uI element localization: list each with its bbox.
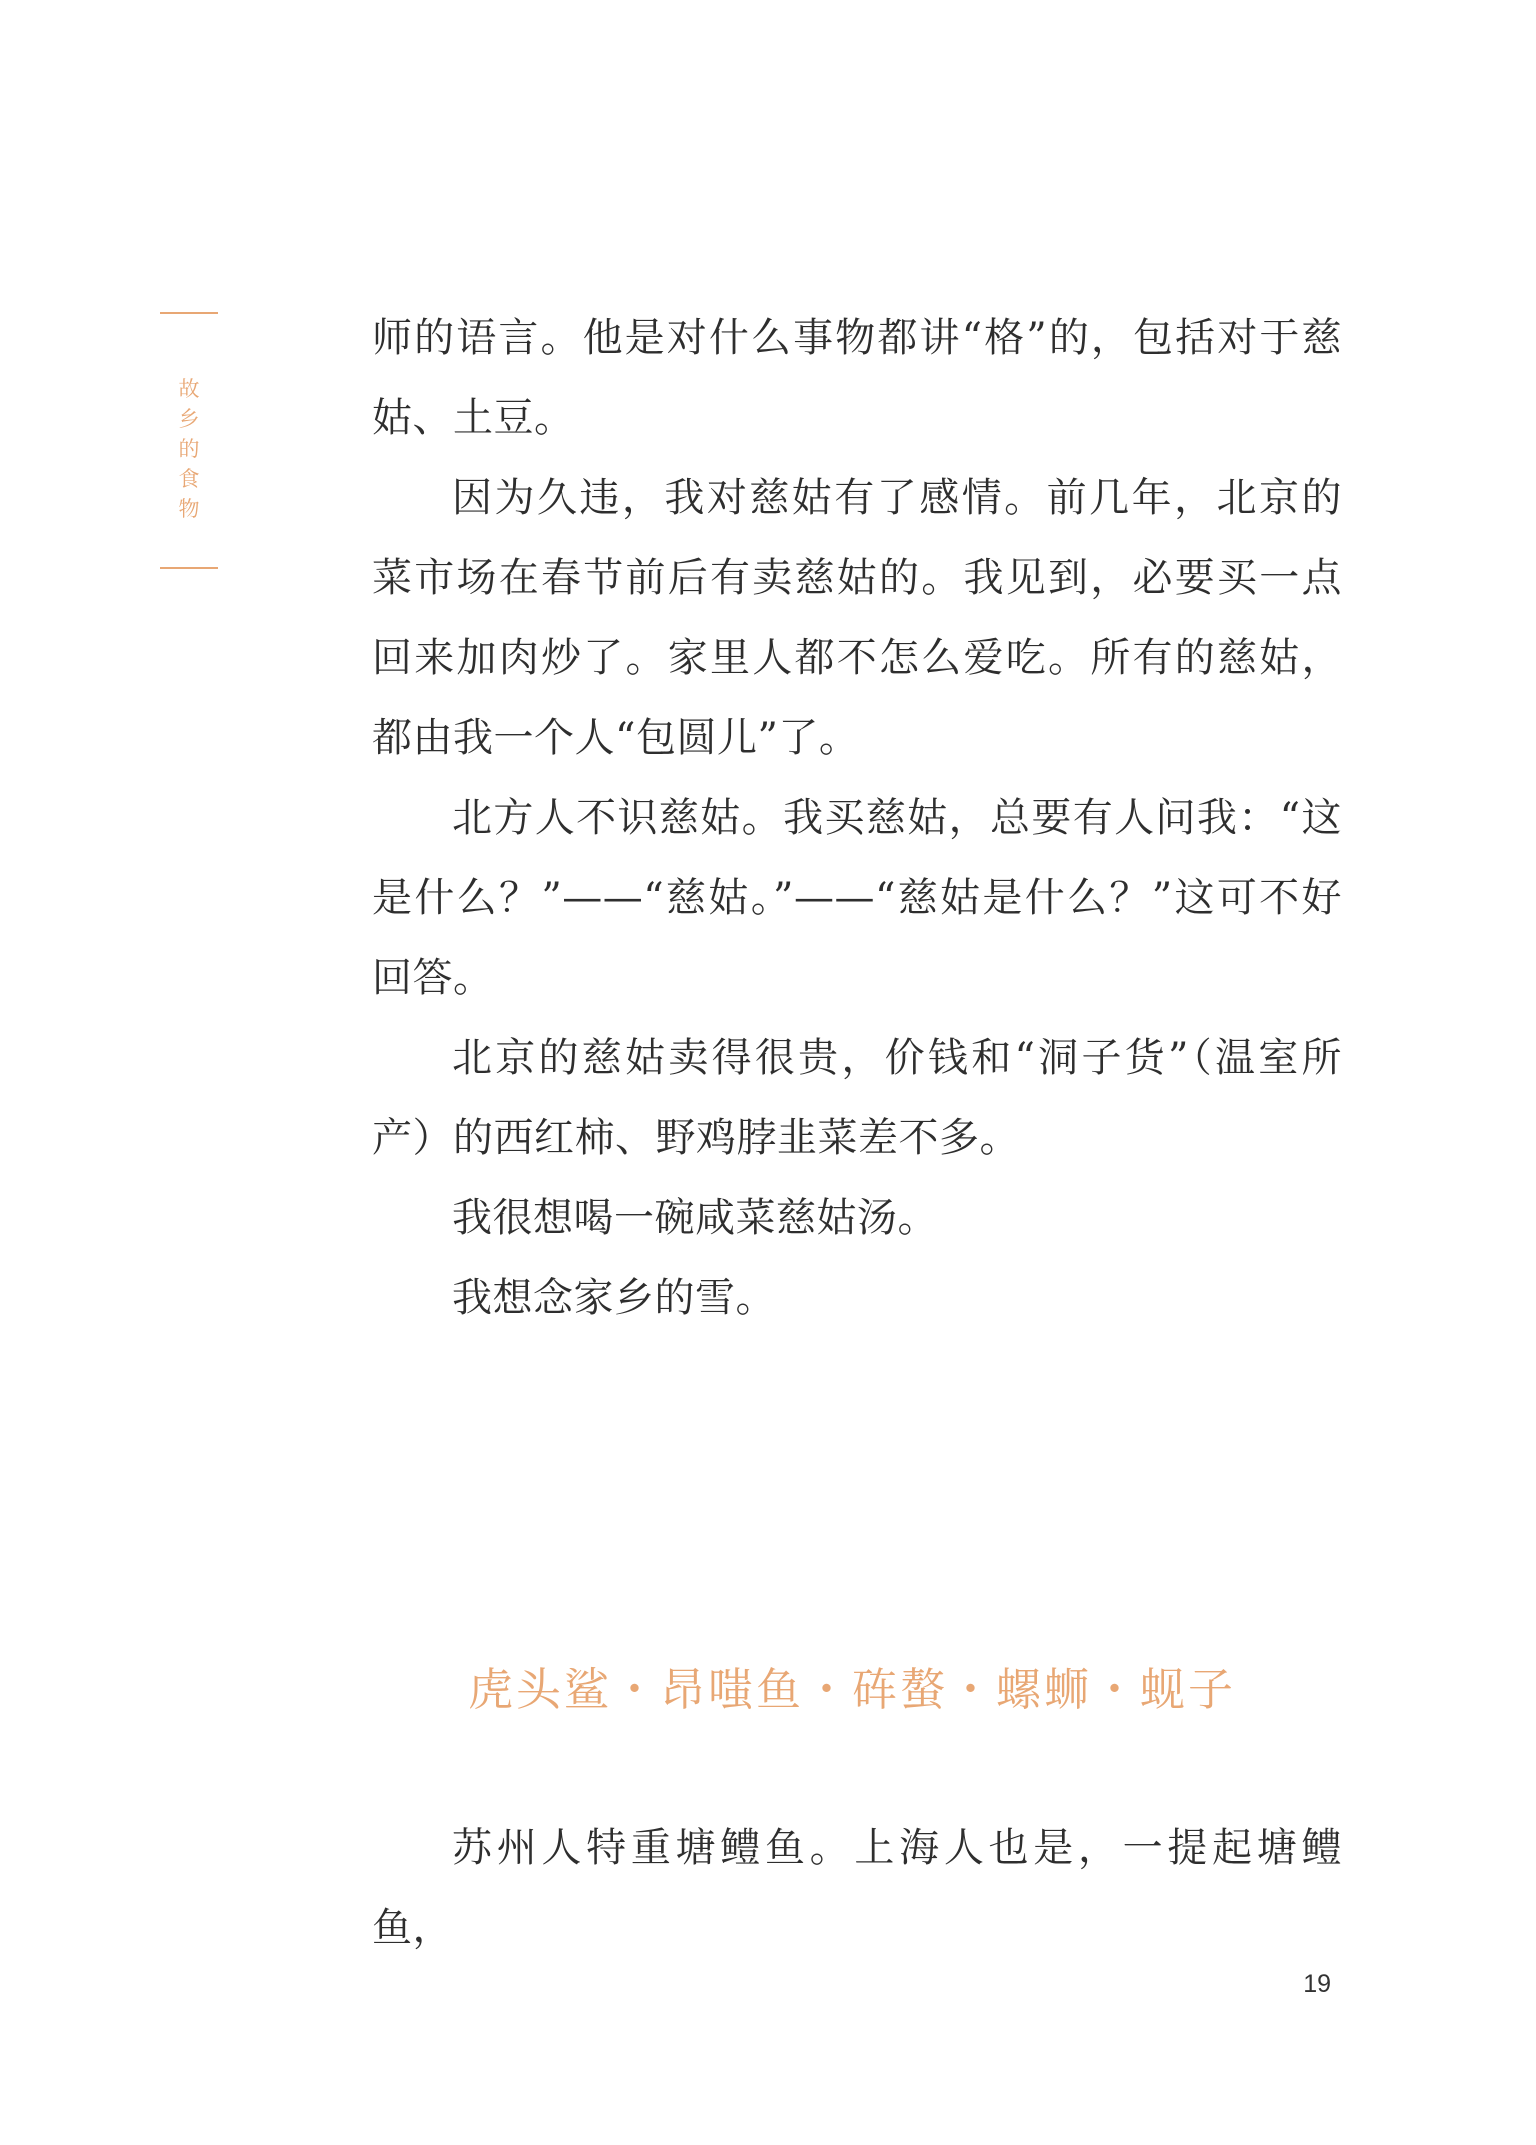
running-title: 故乡的食物 — [178, 377, 200, 521]
paragraph: 苏州人特重塘鳢鱼。上海人也是，一提起塘鳢鱼， — [372, 1825, 1342, 1951]
paragraph: 北方人不识慈姑。我买慈姑，总要有人问我：“这是什么？”——“慈姑。”——“慈姑是什么？”这可不好回答。 — [372, 795, 1342, 1001]
running-header — [160, 312, 218, 521]
page-number: 19 — [1303, 1970, 1331, 1998]
section-body — [372, 1808, 1342, 1968]
body-text — [372, 298, 1342, 1338]
paragraph-continued: 师的语言。他是对什么事物都讲“格”的，包括对于慈姑、土豆。 — [372, 315, 1342, 441]
paragraph: 因为久违，我对慈姑有了感情。前几年，北京的菜市场在春节前后有卖慈姑的。我见到，必要买一点回来加肉炒了。家里人都不怎么爱吃。所有的慈姑，都由我一个人“包圆儿”了。 — [372, 475, 1342, 761]
paragraph: 我很想喝一碗咸菜慈姑汤。 — [452, 1195, 938, 1241]
paragraph: 北京的慈姑卖得很贵，价钱和“洞子货”（温室所产）的西红柿、野鸡脖韭菜差不多。 — [372, 1035, 1342, 1161]
section-heading: 虎头鲨・昂嗤鱼・砗螯・螺蛳・蚬子 — [467, 1663, 1236, 1716]
header-rule-bottom — [160, 567, 218, 569]
paragraph: 我想念家乡的雪。 — [452, 1275, 776, 1321]
header-rule-top — [160, 312, 218, 314]
